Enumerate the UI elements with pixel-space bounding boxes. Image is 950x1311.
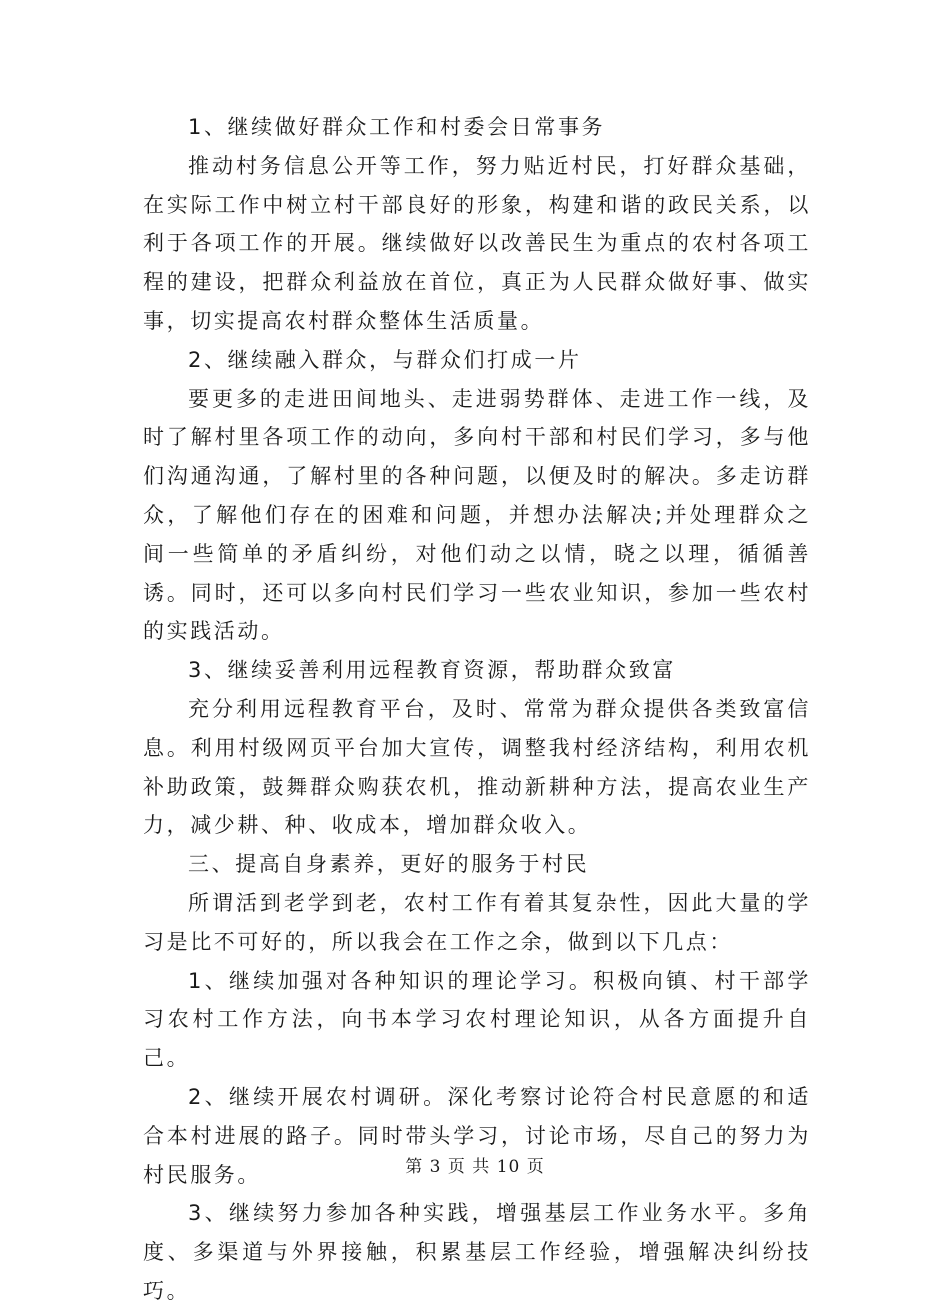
paragraph: 1、继续做好群众工作和村委会日常事务 <box>188 115 606 139</box>
paragraph: 要更多的走进田间地头、走进弱势群体、走进工作一线，及时了解村里各项工作的动向，多向村干部和村民们学习，多与他们沟通沟通，了解村里的各种问题，以便及时的解决。多走访群众，了解他们存在的困难和问题，并想办法解决;并处理群众之间一些简单的矛盾纠纷，对他们动之以情，晓之以理，循循善诱。同时，还可以多向村民们学习一些农业知识，参加一些农村的实践活动。 <box>143 386 811 644</box>
paragraph: 三、提高自身素养，更好的服务于村民 <box>188 852 590 877</box>
paragraph: 3、继续努力参加各种实践，增强基层工作业务水平。多角度、多渠道与外界接触，积累基层工作经验，增强解决纠纷技巧。 <box>143 1201 811 1303</box>
paragraph: 所谓活到老学到老，农村工作有着其复杂性，因此大量的学习是比不可好的，所以我会在工作之余，做到以下几点： <box>143 890 811 954</box>
document-body <box>143 108 811 1311</box>
paragraph: 1、继续加强对各种知识的理论学习。积极向镇、村干部学习农村工作方法，向书本学习农村理论知识，从各方面提升自己。 <box>143 968 811 1071</box>
paragraph: 2、继续融入群众，与群众们打成一片 <box>188 347 582 372</box>
paragraph: 充分利用远程教育平台，及时、常常为群众提供各类致富信息。利用村级网页平台加大宣传，调整我村经济结构，利用农机补助政策，鼓舞群众购获农机，推动新耕种方法，提高农业生产力，减少耕、种、收成本，增加群众收入。 <box>143 696 811 838</box>
paragraph: 推动村务信息公开等工作，努力贴近村民，打好群众基础，在实际工作中树立村干部良好的形象，构建和谐的政民关系，以利于各项工作的开展。继续做好以改善民生为重点的农村各项工程的建设，把群众利益放在首位，真正为人民群众做好事、做实事，切实提高农村群众整体生活质量。 <box>143 153 811 333</box>
paragraph: 3、继续妥善利用远程教育资源，帮助群众致富 <box>188 658 676 683</box>
page-footer <box>0 1152 950 1177</box>
page-number: 第 3 页 共 10 页 <box>405 1157 545 1177</box>
paragraph: 2、继续开展农村调研。深化考察讨论符合村民意愿的和适合本村进展的路子。同时带头学习，讨论市场，尽自己的努力为村民服务。 <box>143 1084 811 1187</box>
